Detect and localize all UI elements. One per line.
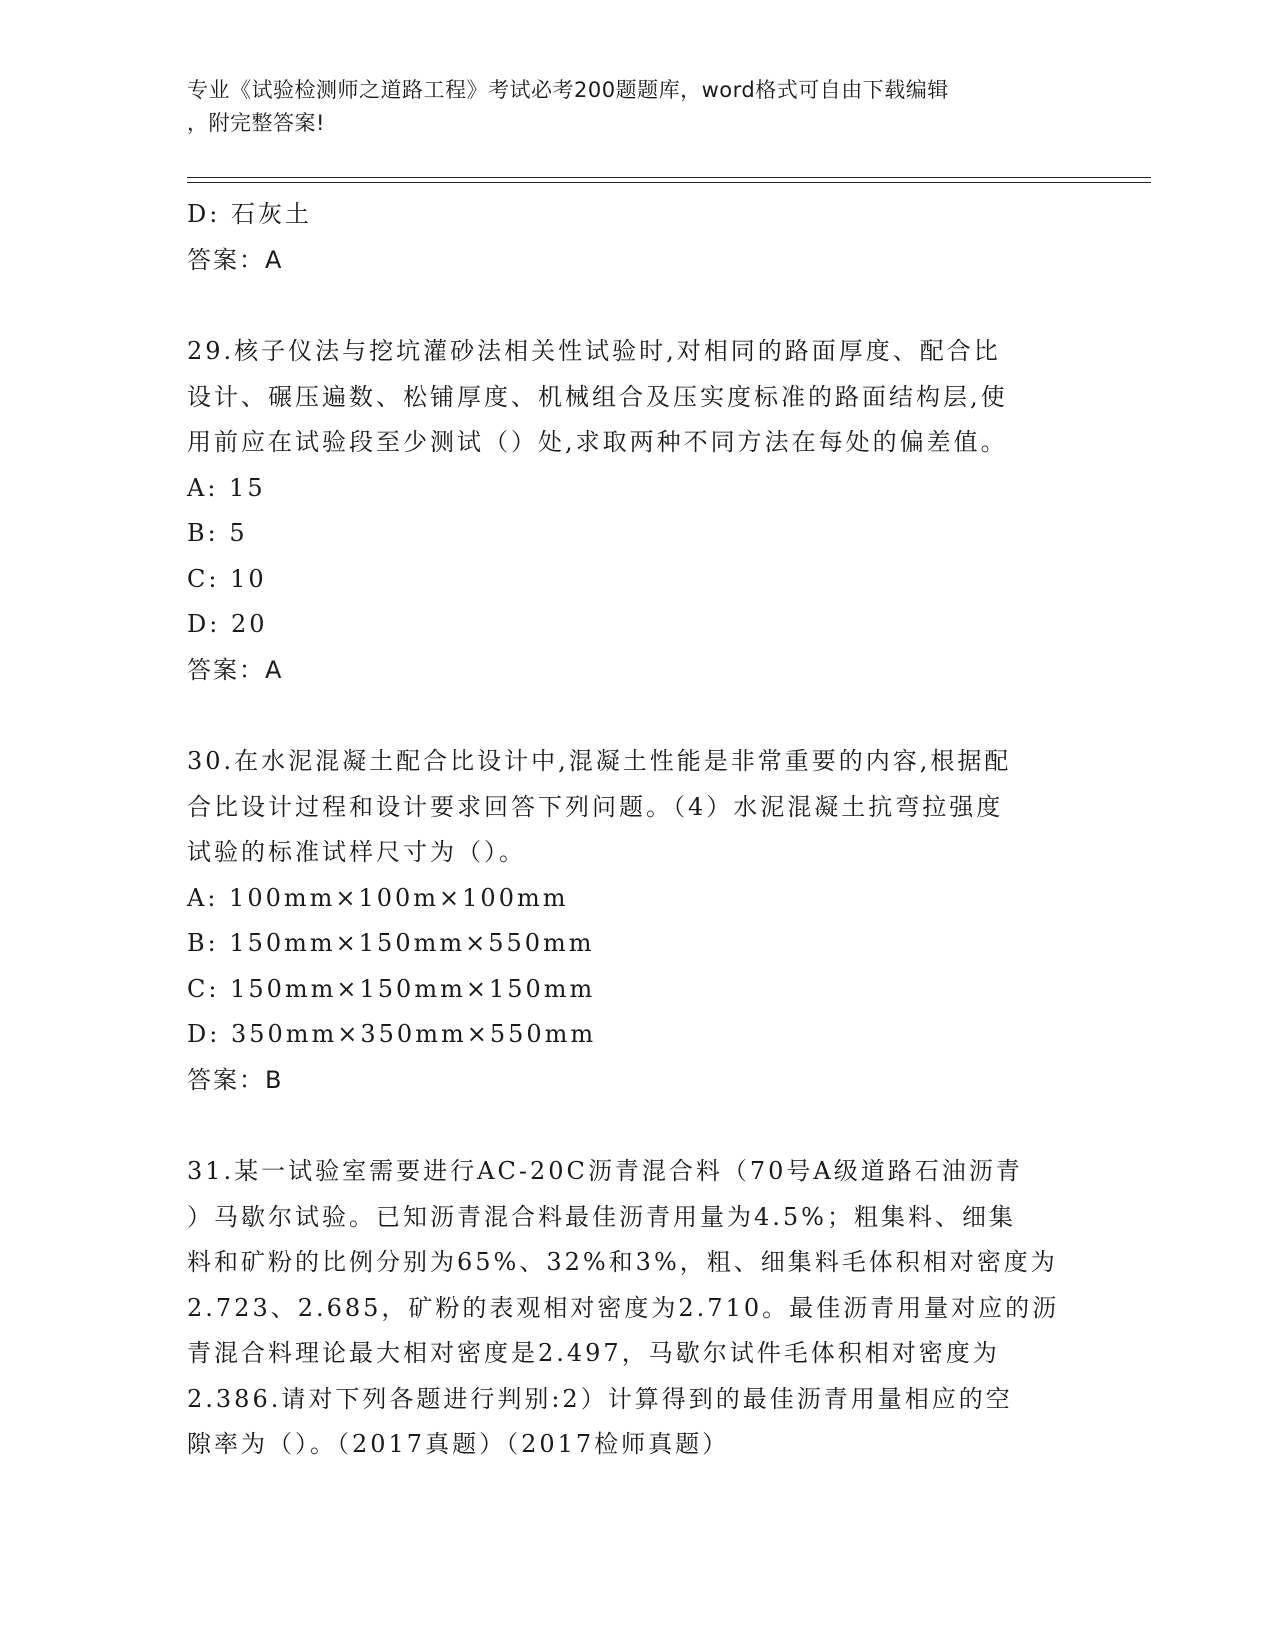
question-stem-line: 青混合料理论最大相对密度是2.497，马歇尔试件毛体积相对密度为 [187, 1339, 1000, 1367]
question-stem-line: 2.386.请对下列各题进行判别:2）计算得到的最佳沥青用量相应的空 [187, 1384, 1013, 1413]
option-c: C: 10 [187, 564, 267, 593]
question-stem-line: 31.某一试验室需要进行AC-20C沥青混合料（70号A级道路石油沥青 [187, 1157, 1023, 1185]
question-stem-line: 料和矿粉的比例分别为65%、32%和3%，粗、细集料毛体积相对密度为 [187, 1248, 1058, 1276]
question-stem-line: ）马歇尔试验。已知沥青混合料最佳沥青用量为4.5%；粗集料、细集 [187, 1202, 1016, 1231]
question-content [187, 192, 1087, 1468]
option-d: D: 350mm×350mm×550mm [187, 1020, 597, 1048]
header-title-line-1: 专业《试验检测师之道路工程》考试必考200题题库，word格式可自由下载编辑 [187, 78, 949, 102]
answer-text: 答案：A [187, 245, 284, 274]
option-c: C: 150mm×150mm×150mm [187, 974, 596, 1003]
question-stem-line: 29.核子仪法与挖坑灌砂法相关性试验时,对相同的路面厚度、配合比 [187, 337, 1001, 365]
question-30 [187, 739, 1087, 1103]
option-b: B: 150mm×150mm×550mm [187, 929, 595, 957]
question-stem-line: 用前应在试验段至少测试（）处,求取两种不同方法在每处的偏差值。 [187, 428, 1008, 456]
header-divider [187, 177, 1151, 178]
question-stem-line: 试验的标准试样尺寸为（）。 [187, 838, 526, 866]
question-stem-line: 设计、碾压遍数、松铺厚度、机械组合及压实度标准的路面结构层,使 [187, 382, 1008, 411]
header-title-line-2: ，附完整答案! [187, 111, 325, 135]
question-stem-line: 30.在水泥混凝土配合比设计中,混凝土性能是非常重要的内容,根据配 [187, 747, 1012, 775]
question-stem-line: 合比设计过程和设计要求回答下列问题。（4）水泥混凝土抗弯拉强度 [187, 792, 1004, 821]
question-29 [187, 329, 1087, 693]
page-header [187, 74, 1067, 140]
answer-text: 答案：B [187, 1065, 284, 1094]
question-stem-line: 2.723、2.685，矿粉的表观相对密度为2.710。最佳沥青用量对应的沥 [187, 1293, 1060, 1322]
question-31 [187, 1149, 1087, 1468]
option-d: D: 石灰土 [187, 200, 312, 228]
previous-question-tail [187, 192, 1087, 283]
answer-text: 答案：A [187, 655, 284, 684]
option-a: A: 15 [187, 473, 266, 502]
option-a: A: 100mm×100m×100mm [187, 883, 569, 912]
option-d: D: 20 [187, 610, 268, 638]
question-stem-line: 隙率为（）。（2017真题）（2017检师真题） [187, 1430, 730, 1458]
option-b: B: 5 [187, 519, 248, 547]
header-divider-double [187, 182, 1151, 183]
